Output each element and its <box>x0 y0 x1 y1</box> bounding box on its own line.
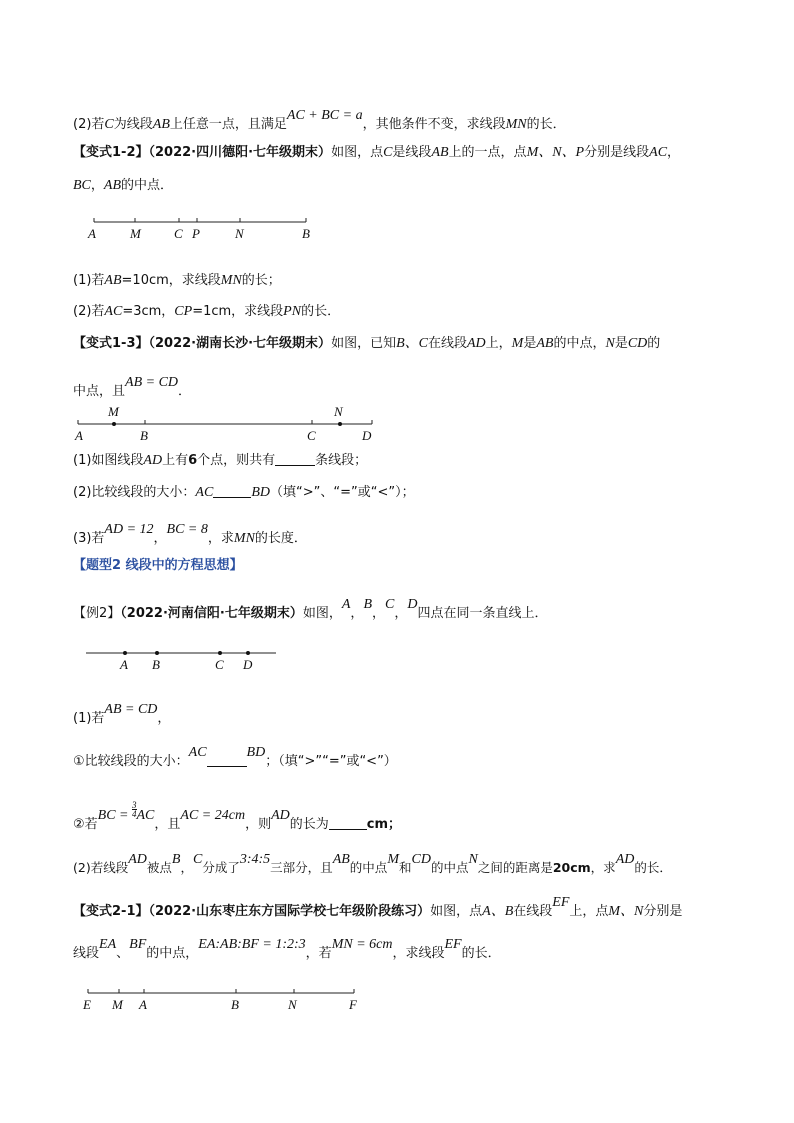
label-a: A <box>75 428 83 443</box>
label-c: C <box>215 657 224 672</box>
label-a: A <box>139 997 147 1012</box>
example-2-q2: (2)若线段AD被点B，C分成了3:4:5三部分，且AB的中点M和CD的中点N之间的距离是20cm，求AD的长． <box>73 852 672 875</box>
label-n: N <box>288 997 297 1012</box>
variant-1-3-line2: 中点，且AB = CD． <box>73 375 192 399</box>
label-m: M <box>108 404 119 419</box>
variant-1-2-q2: (2)若AC=3cm，CP=1cm，求线段PN的长． <box>73 304 341 319</box>
math-eq: AC + BC = a <box>286 108 363 123</box>
example-2-c1: ①比较线段的大小：AC BD；（填“>”“=”或“<”） <box>73 745 397 769</box>
variant-1-3-q3: (3)若AD = 12，BC = 8，求MN的长度． <box>73 522 307 546</box>
figure-amcpnb <box>80 212 320 244</box>
label-p: P <box>192 226 200 241</box>
label-c: C <box>174 226 183 241</box>
label-b: B <box>231 997 239 1012</box>
variant-2-1-line1: 【变式2-1】（2022·山东枣庄东方国际学校七年级阶段练习）如图，点A、B在线段EF上，点M、N分别是 <box>73 895 683 919</box>
variant-1-3-line1: 【变式1-3】（2022·湖南长沙·七年级期末）如图，已知B、C在线段AD上，M是AB的中点，N是CD的 <box>73 336 661 351</box>
variant-1-3-q1: (1)如图线段AD上有6个点，则共有 条线段； <box>73 453 368 468</box>
label-e: E <box>83 997 91 1012</box>
label-a: A <box>120 657 128 672</box>
variant-1-2-line2: BC，AB的中点． <box>73 178 174 193</box>
label-b: B <box>140 428 148 443</box>
example-2-q1: (1)若AB = CD， <box>73 702 171 726</box>
label-b: B <box>302 226 310 241</box>
answer-blank[interactable] <box>213 483 251 498</box>
q1-2-line: (2)若C为线段AB上任意一点，且满足AC + BC = a，其他条件不变，求线段MN的长． <box>73 108 566 132</box>
answer-blank[interactable] <box>275 451 315 466</box>
label-d: D <box>362 428 372 443</box>
answer-blank[interactable] <box>207 752 247 767</box>
example-2-line1: 【例2】（2022·河南信阳·七年级期末）如图，A，B，C，D四点在同一条直线上． <box>73 597 548 621</box>
label-b: B <box>152 657 160 672</box>
label-m: M <box>130 226 141 241</box>
fraction: $\frac{3}{4}$ <box>132 800 137 819</box>
variant-1-2-q1: (1)若AB=10cm，求线段MN的长； <box>73 273 281 288</box>
figure-abcd <box>80 645 290 677</box>
label-c: C <box>307 428 316 443</box>
figure-emabnf <box>76 985 366 1017</box>
label-n: N <box>334 404 343 419</box>
label-f: F <box>349 997 357 1012</box>
variant-2-1-line2: 线段EA、BF的中点，EA:AB:BF = 1:2:3，若MN = 6cm，求线段EF的长． <box>73 937 501 961</box>
figure-ambncd <box>70 402 380 444</box>
label-a: A <box>88 226 96 241</box>
answer-blank[interactable] <box>329 815 367 830</box>
example-2-c2: ②若BC = $\frac{3}{4}$ AC，且AC = 24cm，则AD的长为 cm； <box>73 800 402 832</box>
label-d: D <box>243 657 253 672</box>
variant-1-2-line1: 【变式1-2】（2022·四川德阳·七年级期末）如图，点C是线段AB上的一点，点M、N、P分别是线段AC， <box>73 145 681 160</box>
label-m: M <box>112 997 123 1012</box>
section-heading: 【题型2 线段中的方程思想】 <box>73 558 243 573</box>
label-n: N <box>235 226 244 241</box>
variant-1-3-q2: (2)比较线段的大小：AC BD（填“>”、“=”或“<”）； <box>73 485 415 500</box>
